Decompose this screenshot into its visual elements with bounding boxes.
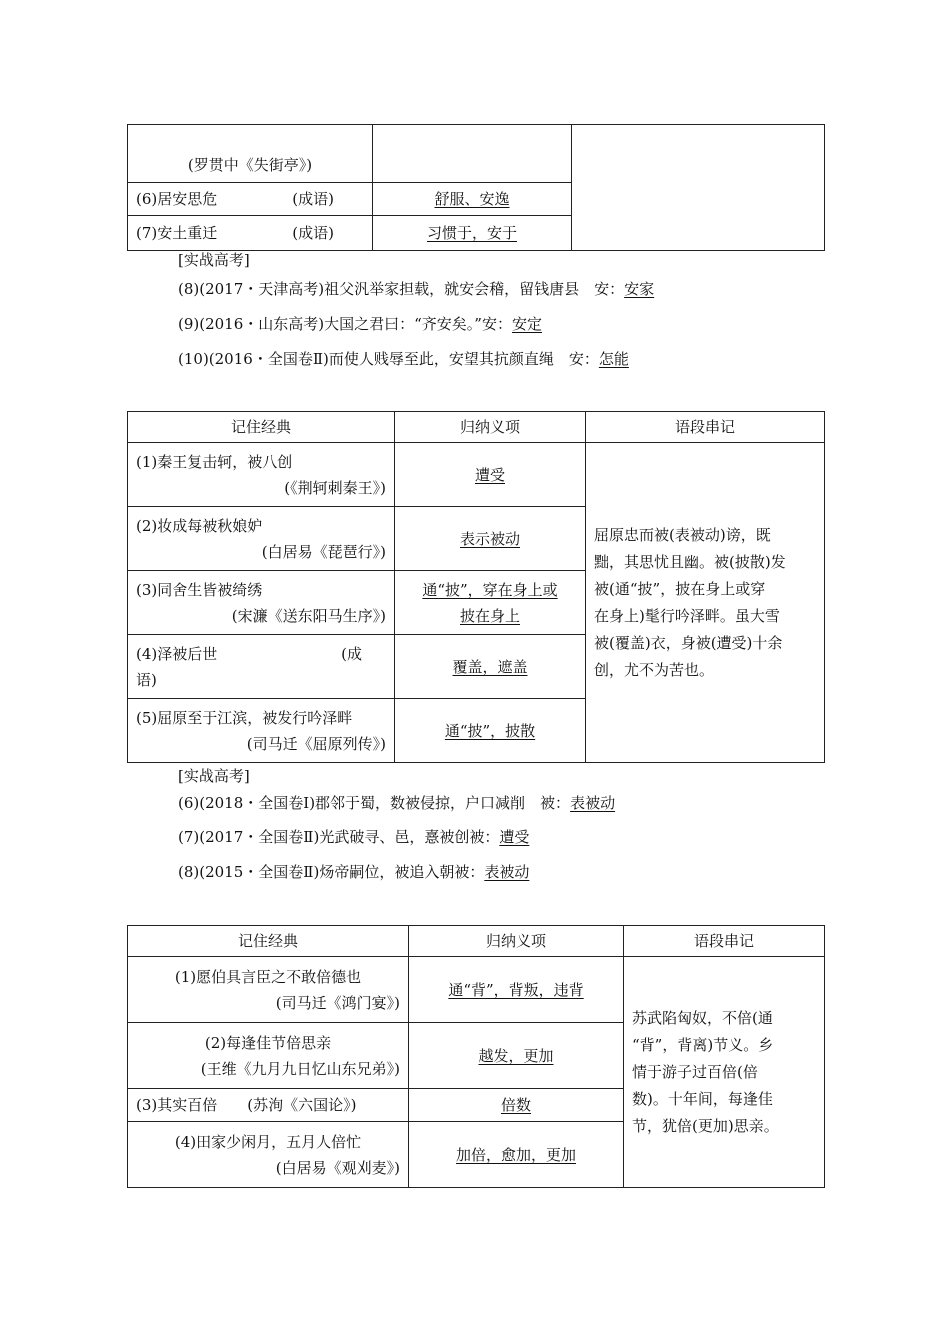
table-header-row [128,926,825,957]
source-text: (白居易《观刈麦》) [275,1158,400,1177]
exam-item: (10)(2016・全国卷Ⅱ)而使人贱辱至此，安望其抗颜直绳 安：怎能 [178,350,629,368]
note-cell [572,125,825,251]
classic-sentence: (5)屈原至于江滨，被发行吟泽畔 [136,708,353,727]
exam-item: (9)(2016・山东高考)大国之君曰：“齐安矣。”安：安定 [178,315,542,333]
classic-sentence: (2)每逢佳节倍思亲 [204,1033,332,1052]
note-cell: 屈原忠而被(表被动)谤，既 黜，其思忧且幽。被(披散)发 被(通“披”，披在身上或穿 在身上)髦行吟泽畔。虽大雪 被(覆盖)衣，身被(遭受)十余 创，尤不为苦也。 [586,443,825,763]
source-text: (白居易《琵琶行》) [261,542,386,561]
answer-text: 遭受 [499,828,530,846]
table-row [128,125,825,183]
meaning-text: 披在身上 [459,606,520,625]
classic-sentence: (6)居安思危 [136,190,218,208]
header-cell: 归纳义项 [409,926,624,957]
meaning-text: 习惯于，安于 [426,224,517,242]
source-text: (《荆轲刺秦王》) [284,478,386,497]
meaning-text: 倍数 [500,1096,531,1114]
exam-item: (8)(2017・天津高考)祖父汎举家担载，就安会稽，留钱唐县 安：安家 [178,280,655,298]
source-text: (宋濂《送东阳马生序》) [231,606,386,625]
exam-item: (7)(2017・全国卷Ⅱ)光武破寻、邑，憙被创被：遭受 [178,828,530,846]
exam-item: (8)(2015・全国卷Ⅱ)炀帝嗣位，被追入朝被：表被动 [178,863,530,881]
source-text: (罗贯中《失街亭》) [187,156,313,174]
meaning-text: 加倍，愈加，更加 [455,1145,576,1164]
meaning-text: 越发，更加 [478,1046,554,1065]
answer-text: 安定 [511,315,542,333]
source-text: (司马迁《鸿门宴》) [275,993,400,1012]
header-cell: 归纳义项 [395,412,586,443]
source-text: (王维《九月九日忆山东兄弟》) [200,1059,400,1078]
classic-sentence: (3)其实百倍 (苏洵《六国论》) [136,1096,357,1114]
answer-text: 表被动 [484,863,530,881]
table-an [127,124,825,251]
idiom-tag: (成语) [292,190,334,208]
header-cell: 语段串记 [624,926,825,957]
table-header-row [128,412,825,443]
classic-sentence: (3)同舍生皆被绮绣 [136,580,263,599]
meaning-text: 通“背”，背叛，违背 [448,980,584,999]
meaning-text: 表示被动 [459,529,520,548]
classic-sentence: (1)愿伯具言臣之不敢倍德也 [174,967,362,986]
answer-text: 怎能 [598,350,629,368]
classic-sentence: (7)安土重迁 [136,224,218,242]
header-cell: 记住经典 [128,926,409,957]
exam-item: (6)(2018・全国卷Ⅰ)郡邻于蜀，数被侵掠，户口减削 被：表被动 [178,794,616,812]
meaning-text: 舒服、安逸 [434,190,510,208]
table-bei [127,411,825,763]
classic-sentence: (4)泽被后世 [136,644,218,663]
exam-heading: [实战高考] [178,251,250,269]
table-row [128,957,825,1023]
classic-sentence: (2)妆成每被秋娘妒 [136,516,263,535]
meaning-text: 通“披”，披散 [444,721,536,740]
meaning-text: 通“披”，穿在身上或 [422,580,558,599]
answer-text: 安家 [624,280,655,298]
header-cell: 语段串记 [586,412,825,443]
table-bei2 [127,925,825,1188]
classic-sentence: (1)秦王复击轲，被八创 [136,452,293,471]
note-cell: 苏武陷匈奴，不倍(通 “背”，背离)节义。乡 情于游子过百倍(倍 数)。十年间，每逢佳 节，犹倍(更加)思亲。 [624,957,825,1188]
meaning-text: 遭受 [474,465,505,484]
meaning-text: 覆盖，遮盖 [452,657,528,676]
exam-heading: [实战高考] [178,767,250,785]
header-cell: 记住经典 [128,412,395,443]
answer-text: 表被动 [570,794,616,812]
table-row [128,443,825,507]
source-text: (司马迁《屈原列传》) [246,734,386,753]
idiom-tag: 语) [136,670,157,689]
classic-sentence: (4)田家少闲月，五月人倍忙 [174,1132,362,1151]
idiom-tag: (成 [341,644,362,663]
idiom-tag: (成语) [292,224,334,242]
